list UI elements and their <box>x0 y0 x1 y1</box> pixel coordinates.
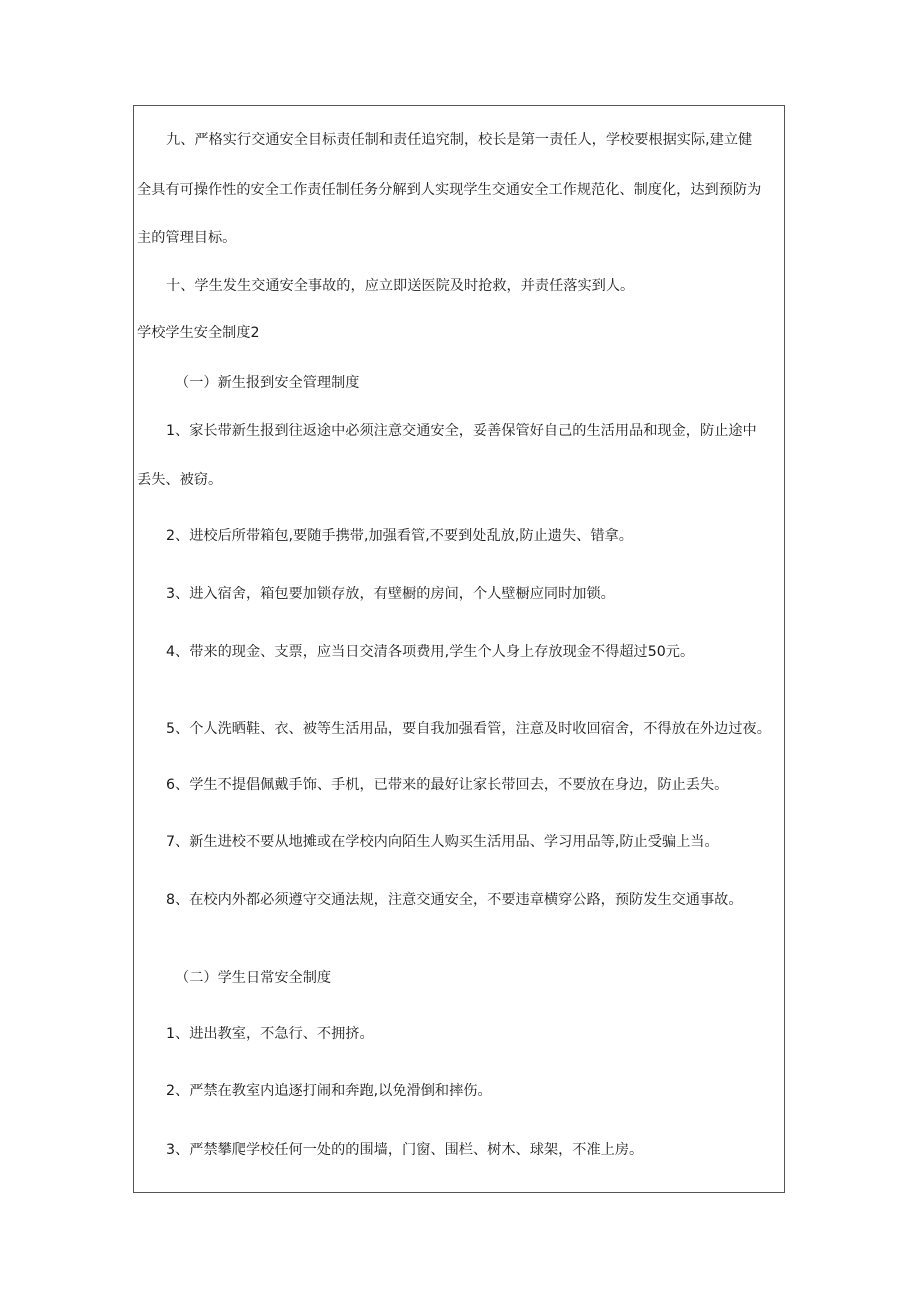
part-one-item-6: 6、学生不提倡佩戴手饰、手机，已带来的最好让家长带回去，不要放在身边，防止丢失。 <box>166 777 729 793</box>
part-two-item-1: 1、进出教室，不急行、不拥挤。 <box>166 1026 374 1042</box>
part-two-item-3: 3、严禁攀爬学校任何一处的的围墙，门窗、围栏、树木、球架，不准上房。 <box>166 1142 644 1158</box>
rule-9-line-1: 九、严格实行交通安全目标责任制和责任追究制，校长是第一责任人，学校要根据实际,建立健 <box>166 132 753 148</box>
part-one-item-4: 4、带来的现金、支票，应当日交清各项费用,学生个人身上存放现金不得超过50元。 <box>166 644 695 660</box>
part-one-item-1-line-1: 1、家长带新生报到往返途中必须注意交通安全，妥善保管好自己的生活用品和现金，防止途中 <box>166 423 757 439</box>
rule-9-line-2: 全具有可操作性的安全工作责任制任务分解到人实现学生交通安全工作规范化、制度化，达到预防为 <box>137 182 762 198</box>
part-one-item-8: 8、在校内外都必须遵守交通法规，注意交通安全，不要违章横穿公路，预防发生交通事故。 <box>166 892 743 908</box>
part-one-item-3: 3、进入宿舍，箱包要加锁存放，有壁橱的房间，个人壁橱应同时加锁。 <box>166 586 615 602</box>
part-two-item-2: 2、严禁在教室内追逐打闹和奔跑,以免滑倒和摔伤。 <box>166 1083 492 1099</box>
part-one-title: （一）新生报到安全管理制度 <box>175 375 360 391</box>
part-two-title: （二）学生日常安全制度 <box>175 970 332 986</box>
rule-9-line-3: 主的管理目标。 <box>137 230 237 246</box>
part-one-item-5: 5、个人洗晒鞋、衣、被等生活用品，要自我加强看管，注意及时收回宿舍，不得放在外边过夜。 <box>166 721 771 737</box>
part-one-item-2: 2、进校后所带箱包,要随手携带,加强看管,不要到处乱放,防止遗失、错拿。 <box>166 528 633 544</box>
section-heading: 学校学生安全制度2 <box>137 325 260 341</box>
part-one-item-1-line-2: 丢失、被窃。 <box>137 472 223 488</box>
rule-10: 十、学生发生交通安全事故的，应立即送医院及时抢救，并责任落实到人。 <box>166 278 635 294</box>
part-one-item-7: 7、新生进校不要从地摊或在学校内向陌生人购买生活用品、学习用品等,防止受骗上当。 <box>166 834 719 850</box>
